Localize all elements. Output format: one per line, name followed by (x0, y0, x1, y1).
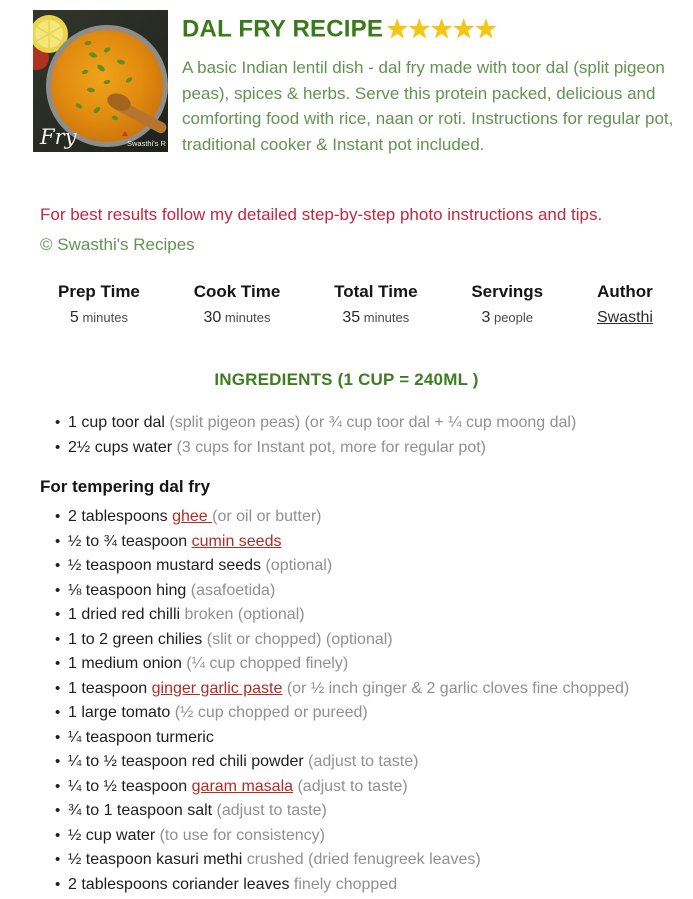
ingredient-item (68, 603, 688, 628)
tempering-section-heading: For tempering dal fry (40, 477, 211, 496)
ingredient-note: broken (optional) (180, 606, 305, 623)
recipe-meta-row (58, 282, 653, 327)
meta-value: 35 minutes (342, 309, 410, 326)
ingredients-tempering-list (0, 505, 693, 897)
meta-value: 3 people (481, 309, 534, 326)
meta-label: Prep Time (58, 282, 140, 301)
ingredient-text: 1 medium onion (68, 655, 182, 672)
ingredient-item (68, 554, 688, 579)
ingredient-note: (or ½ inch ginger & 2 garlic cloves fine chopped) (282, 679, 630, 697)
meta-col-servings (471, 282, 543, 327)
recipe-photo (33, 10, 168, 152)
ingredient-text: 1 dried red chilli (68, 606, 181, 623)
ingredient-text: 1 teaspoon (68, 679, 152, 697)
ingredient-note: (asafoetida) (186, 581, 276, 599)
author-link[interactable]: Swasthi (596, 309, 653, 326)
ingredient-note: (adjust to taste) (303, 753, 419, 770)
ingredients-main-list (0, 411, 693, 460)
ingredient-item (68, 848, 688, 873)
title-block (182, 10, 687, 157)
ingredient-note: (or oil or butter) (212, 508, 322, 525)
ingredient-link[interactable]: ginger garlic paste (151, 679, 283, 697)
page-title: DAL FRY RECIPE (182, 15, 384, 43)
meta-value: 30 minutes (203, 309, 271, 326)
ingredient-text: 1 large tomato (68, 704, 171, 721)
ingredient-text: ¼ to ½ teaspoon red chili powder (68, 753, 304, 770)
ingredient-item (68, 530, 688, 555)
note-text: For best results follow my detailed step-by-step photo instructions and tips. (40, 205, 603, 224)
ingredient-text: ½ to ¾ teaspoon (68, 532, 192, 550)
ingredient-note: (¼ cup chopped finely) (181, 655, 349, 672)
ingredient-note: finely chopped (289, 875, 398, 893)
ingredient-item (68, 652, 688, 677)
ingredient-item (68, 701, 688, 726)
meta-label: Author (597, 282, 653, 301)
ingredient-item (68, 628, 688, 653)
ingredient-text: ½ cup water (68, 826, 156, 844)
ingredient-note: (optional) (261, 557, 333, 574)
photo-caption-fry: Fry (40, 125, 77, 149)
ingredient-text: ½ teaspoon mustard seeds (68, 557, 262, 574)
ingredient-text: ¼ teaspoon turmeric (68, 728, 214, 746)
ingredient-text: 1 cup toor dal (68, 414, 165, 431)
ingredient-note: (adjust to taste) (293, 777, 408, 795)
ingredient-note: (3 cups for Instant pot, more for regular pot) (172, 438, 486, 456)
ingredient-note: (½ cup chopped or pureed) (170, 704, 368, 721)
ingredients-heading: INGREDIENTS (1 CUP = 240ML ) (214, 370, 479, 389)
ingredient-item (68, 824, 688, 849)
ingredient-item (68, 775, 688, 800)
ingredient-item (68, 750, 688, 775)
meta-value: 5 minutes (69, 309, 128, 326)
ingredient-text: 2 tablespoons coriander leaves (68, 875, 290, 893)
rating-stars-icon: ★★★★★ (385, 14, 497, 44)
ingredient-item (68, 579, 688, 604)
ingredient-text: ½ teaspoon kasuri methi (68, 851, 243, 868)
ingredient-link[interactable]: cumin seeds (191, 532, 282, 550)
ingredient-text: 1 to 2 green chilies (68, 630, 203, 648)
ingredient-note: (split pigeon peas) (or ¾ cup toor dal + ¼ cup moong dal) (164, 414, 577, 431)
recipe-header (0, 0, 693, 157)
ingredient-note: (to use for consistency) (155, 826, 325, 844)
ingredient-link[interactable]: ghee (172, 508, 213, 525)
ingredient-item (68, 726, 688, 751)
ingredient-text: ¾ to 1 teaspoon salt (68, 802, 213, 819)
photo-caption-brand: Swasthi's R (127, 139, 166, 148)
meta-col-author (597, 282, 653, 327)
ingredient-text: 2 tablespoons (68, 508, 173, 525)
ingredient-item (68, 505, 688, 530)
ingredient-link[interactable]: garam masala (191, 777, 294, 795)
ingredient-note: (slit or chopped) (optional) (202, 630, 393, 648)
ingredient-item (68, 677, 688, 702)
meta-col-prep-time (58, 282, 140, 327)
ingredient-text: 2½ cups water (68, 438, 173, 456)
ingredient-note: crushed (dried fenugreek leaves) (242, 851, 481, 868)
ingredient-item (68, 436, 688, 461)
copyright-text: © Swasthi's Recipes (40, 235, 195, 254)
ingredient-item (68, 873, 688, 898)
meta-col-cook-time (194, 282, 281, 327)
ingredient-item (68, 411, 688, 436)
ingredient-text: ¼ to ½ teaspoon (68, 777, 192, 795)
meta-label: Servings (471, 282, 544, 301)
meta-label: Cook Time (193, 282, 281, 301)
recipe-description: A basic Indian lentil dish - dal fry made with toor dal (split pigeon peas), spices & herbs. Serve this protein packed, delicious and comforting food with rice, naan or roti. Instructions for regular pot, traditional cooker & Instant pot included. (182, 58, 674, 154)
ingredient-note: (adjust to taste) (212, 802, 327, 819)
ingredient-item (68, 799, 688, 824)
meta-col-total-time (334, 282, 417, 327)
ingredient-text: ⅛ teaspoon hing (68, 581, 187, 599)
meta-label: Total Time (334, 282, 418, 301)
